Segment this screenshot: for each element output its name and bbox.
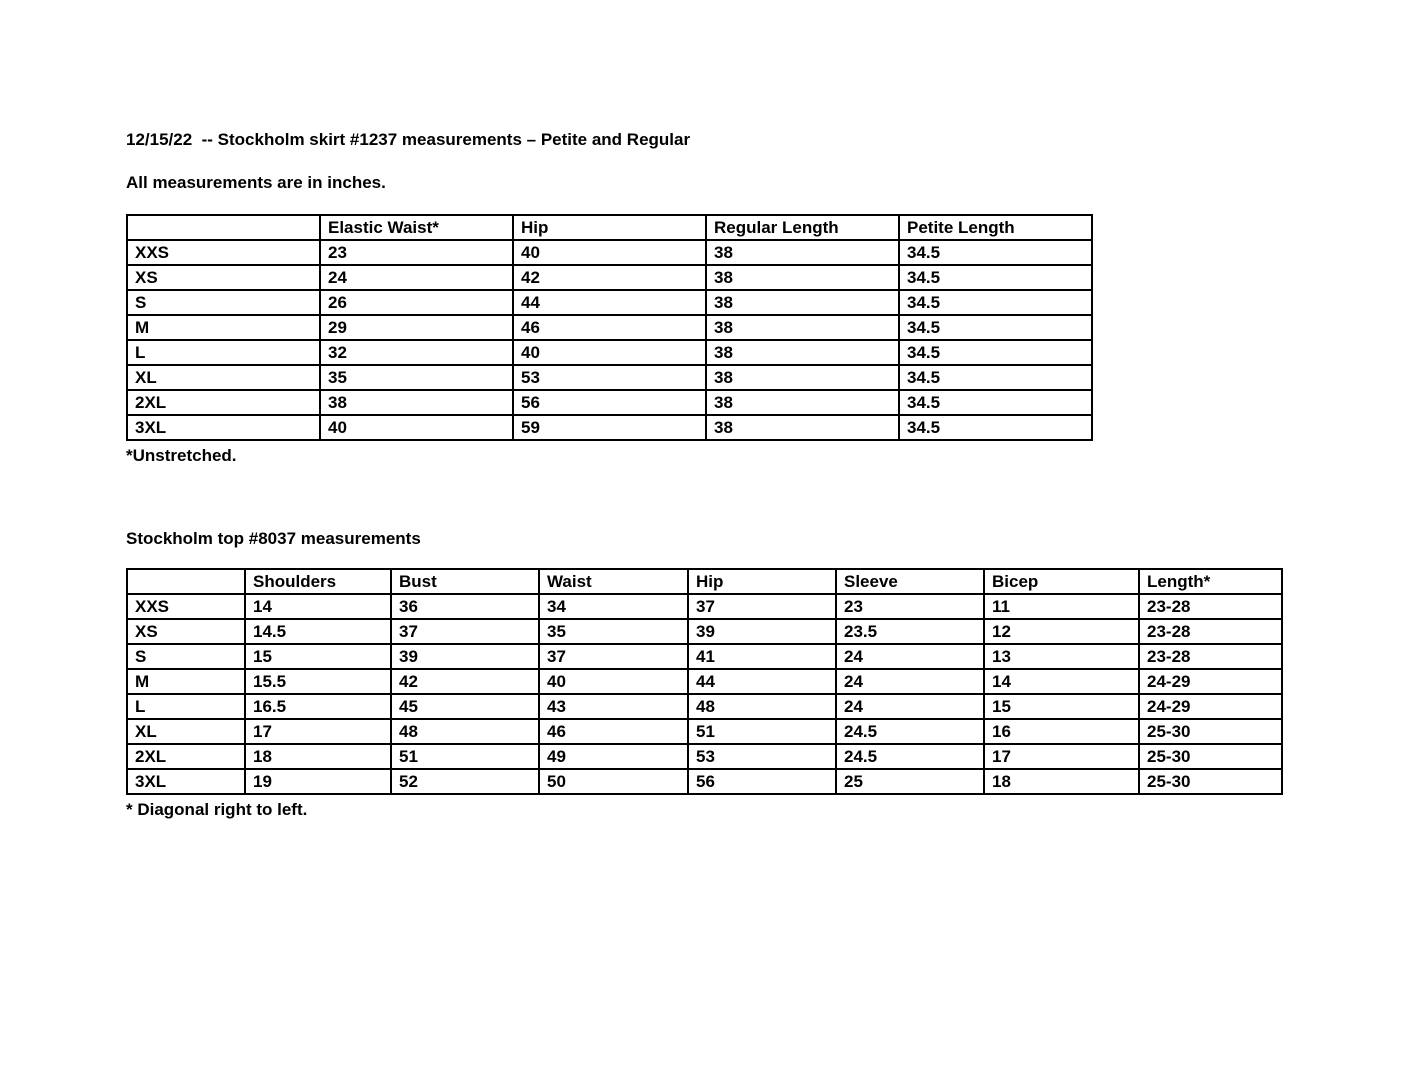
measurement-cell: 24 [320,265,513,290]
measurement-cell: 23-28 [1139,619,1282,644]
column-header: Elastic Waist* [320,215,513,240]
measurement-cell: 35 [539,619,688,644]
measurement-cell: 59 [513,415,706,440]
column-header [127,569,245,594]
measurement-cell: 34.5 [899,415,1092,440]
measurement-cell: 34.5 [899,315,1092,340]
column-header: Petite Length [899,215,1092,240]
top-measurements-table [126,568,1283,795]
table-row [127,719,1282,744]
measurement-cell: 46 [539,719,688,744]
measurement-cell: 25-30 [1139,769,1282,794]
column-header: Bust [391,569,539,594]
table-row [127,390,1092,415]
measurement-cell: 53 [513,365,706,390]
measurement-cell: 53 [688,744,836,769]
size-label-cell: 3XL [127,769,245,794]
measurement-cell: 40 [513,340,706,365]
measurements-note: All measurements are in inches. [126,173,386,192]
measurement-cell: 44 [513,290,706,315]
table-row [127,594,1282,619]
column-header: Waist [539,569,688,594]
measurement-cell: 38 [706,390,899,415]
column-header [127,215,320,240]
measurement-cell: 23 [836,594,984,619]
measurement-cell: 23 [320,240,513,265]
section-gap [126,466,1283,529]
table-row [127,744,1282,769]
measurement-cell: 48 [688,694,836,719]
size-label-cell: XS [127,619,245,644]
size-label-cell: XXS [127,240,320,265]
measurement-cell: 51 [391,744,539,769]
size-label-cell: XL [127,365,320,390]
measurement-cell: 29 [320,315,513,340]
measurement-cell: 12 [984,619,1139,644]
measurement-cell: 32 [320,340,513,365]
column-header: Hip [513,215,706,240]
size-label-cell: XXS [127,594,245,619]
measurement-cell: 11 [984,594,1139,619]
header-row [127,569,1282,594]
measurement-cell: 39 [688,619,836,644]
measurement-cell: 38 [706,340,899,365]
measurement-cell: 41 [688,644,836,669]
table-row [127,694,1282,719]
size-label-cell: M [127,669,245,694]
measurement-cell: 15 [984,694,1139,719]
measurement-cell: 42 [391,669,539,694]
measurement-cell: 24-29 [1139,669,1282,694]
table-row [127,644,1282,669]
skirt-table-footnote: *Unstretched. [126,446,237,465]
size-label-cell: S [127,644,245,669]
table-row [127,769,1282,794]
measurement-cell: 38 [706,290,899,315]
measurement-cell: 38 [706,240,899,265]
size-label-cell: L [127,340,320,365]
measurement-cell: 39 [391,644,539,669]
measurement-cell: 14 [245,594,391,619]
measurement-cell: 48 [391,719,539,744]
table-row [127,415,1092,440]
measurement-cell: 25 [836,769,984,794]
measurement-cell: 38 [706,415,899,440]
measurement-cell: 40 [513,240,706,265]
measurement-cell: 24.5 [836,744,984,769]
measurement-cell: 17 [245,719,391,744]
measurement-cell: 37 [391,619,539,644]
measurement-cell: 44 [688,669,836,694]
measurement-cell: 43 [539,694,688,719]
column-header: Regular Length [706,215,899,240]
document-content [126,130,1283,820]
measurement-cell: 14.5 [245,619,391,644]
size-label-cell: 2XL [127,744,245,769]
top-table-footnote: * Diagonal right to left. [126,800,308,819]
measurement-cell: 15 [245,644,391,669]
table-row [127,240,1092,265]
measurement-cell: 51 [688,719,836,744]
measurement-cell: 25-30 [1139,719,1282,744]
measurement-cell: 46 [513,315,706,340]
column-header: Hip [688,569,836,594]
measurement-cell: 24.5 [836,719,984,744]
size-label-cell: XL [127,719,245,744]
measurement-cell: 34.5 [899,340,1092,365]
size-label-cell: M [127,315,320,340]
measurement-cell: 23-28 [1139,594,1282,619]
size-label-cell: XS [127,265,320,290]
size-label-cell: L [127,694,245,719]
header-row [127,215,1092,240]
document-title: 12/15/22 -- Stockholm skirt #1237 measurements – Petite and Regular [126,130,691,149]
measurement-cell: 14 [984,669,1139,694]
measurement-cell: 17 [984,744,1139,769]
table-row [127,340,1092,365]
measurement-cell: 34.5 [899,365,1092,390]
measurement-cell: 40 [320,415,513,440]
measurement-cell: 34.5 [899,290,1092,315]
measurement-cell: 23-28 [1139,644,1282,669]
measurement-cell: 34.5 [899,240,1092,265]
measurement-cell: 24 [836,644,984,669]
measurement-cell: 18 [984,769,1139,794]
top-table-heading: Stockholm top #8037 measurements [126,529,421,548]
measurement-cell: 50 [539,769,688,794]
measurement-cell: 38 [320,390,513,415]
measurement-cell: 25-30 [1139,744,1282,769]
table-row [127,619,1282,644]
size-label-cell: 2XL [127,390,320,415]
measurement-cell: 49 [539,744,688,769]
table-row [127,365,1092,390]
measurement-cell: 56 [688,769,836,794]
column-header: Shoulders [245,569,391,594]
table-row [127,265,1092,290]
table-row [127,315,1092,340]
skirt-measurements-table [126,214,1093,441]
measurement-cell: 24-29 [1139,694,1282,719]
measurement-cell: 23.5 [836,619,984,644]
measurement-cell: 38 [706,265,899,290]
measurement-cell: 52 [391,769,539,794]
measurement-cell: 34 [539,594,688,619]
measurement-cell: 34.5 [899,390,1092,415]
measurement-cell: 26 [320,290,513,315]
measurement-cell: 34.5 [899,265,1092,290]
measurement-cell: 37 [539,644,688,669]
measurement-cell: 36 [391,594,539,619]
measurement-cell: 15.5 [245,669,391,694]
measurement-cell: 56 [513,390,706,415]
measurement-cell: 24 [836,694,984,719]
measurement-cell: 24 [836,669,984,694]
measurement-cell: 13 [984,644,1139,669]
column-header: Bicep [984,569,1139,594]
table-row [127,290,1092,315]
measurement-cell: 16.5 [245,694,391,719]
table-row [127,669,1282,694]
measurement-cell: 16 [984,719,1139,744]
size-label-cell: S [127,290,320,315]
size-label-cell: 3XL [127,415,320,440]
measurement-cell: 37 [688,594,836,619]
column-header: Sleeve [836,569,984,594]
measurement-cell: 40 [539,669,688,694]
measurement-cell: 45 [391,694,539,719]
measurement-cell: 18 [245,744,391,769]
measurement-cell: 35 [320,365,513,390]
measurement-cell: 38 [706,365,899,390]
measurement-cell: 42 [513,265,706,290]
column-header: Length* [1139,569,1282,594]
measurement-cell: 19 [245,769,391,794]
measurement-cell: 38 [706,315,899,340]
